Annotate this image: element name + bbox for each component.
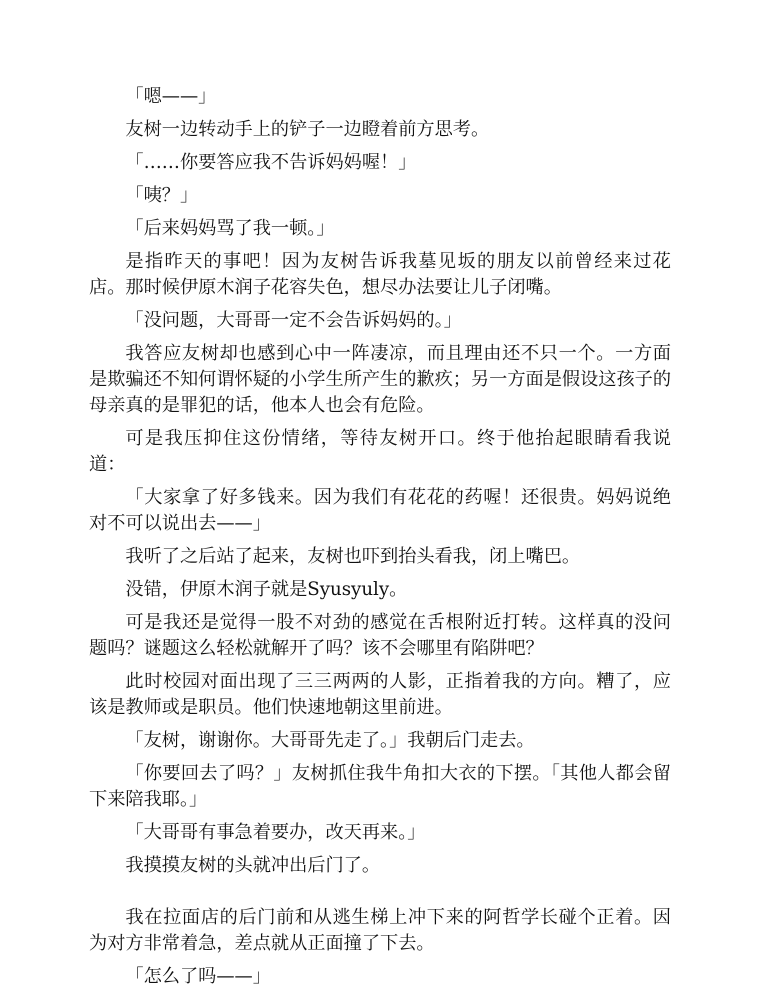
paragraph: 「咦？」 bbox=[125, 185, 199, 206]
paragraph: 「没问题，大哥哥一定不会告诉妈妈的。」 bbox=[125, 310, 462, 331]
paragraph: 是指昨天的事吧！因为友树告诉我墓见坂的朋友以前曾经来过花店。那时候伊原木润子花容失色，想尽办法要让儿子闭嘴。 bbox=[89, 251, 671, 298]
paragraph: 「……你要答应我不告诉妈妈喔！」 bbox=[125, 152, 417, 173]
paragraph: 「友树，谢谢你。大哥哥先走了。」我朝后门走去。 bbox=[125, 730, 535, 751]
section-break bbox=[89, 886, 671, 905]
paragraph: 我答应友树却也感到心中一阵凄凉，而且理由还不只一个。一方面是欺骗还不知何谓怀疑的小学生所产生的歉疚；另一方面是假设这孩子的母亲真的是罪犯的话，他本人也会有危险。 bbox=[89, 343, 672, 416]
paragraph: 「你要回去了吗？」友树抓住我牛角扣大衣的下摆。「其他人都会留下来陪我耶。」 bbox=[89, 763, 671, 810]
paragraph: 「怎么了吗——」 bbox=[125, 966, 271, 987]
paragraph: 友树一边转动手上的铲子一边瞪着前方思考。 bbox=[125, 119, 490, 140]
paragraph: 我在拉面店的后门前和从逃生梯上冲下来的阿哲学长碰个正着。因为对方非常着急，差点就从正面撞了下去。 bbox=[89, 907, 671, 954]
paragraph: 可是我压抑住这份情绪，等待友树开口。终于他抬起眼睛看我说道： bbox=[89, 428, 671, 475]
paragraph: 「后来妈妈骂了我一顿。」 bbox=[125, 218, 335, 239]
document-page bbox=[89, 84, 671, 997]
paragraph: 我摸摸友树的头就冲出后门了。 bbox=[125, 855, 381, 876]
paragraph: 我听了之后站了起来，友树也吓到抬头看我，闭上嘴巴。 bbox=[125, 546, 581, 567]
paragraph: 此时校园对面出现了三三两两的人影，正指着我的方向。糟了，应该是教师或是职员。他们快速地朝这里前进。 bbox=[89, 671, 671, 718]
paragraph: 没错，伊原木润子就是Syusyuly。 bbox=[125, 579, 408, 600]
paragraph: 可是我还是觉得一股不对劲的感觉在舌根附近打转。这样真的没问题吗？谜题这么轻松就解开了吗？该不会哪里有陷阱吧？ bbox=[89, 612, 671, 659]
paragraph: 「大家拿了好多钱来。因为我们有花花的药喔！还很贵。妈妈说绝对不可以说出去——」 bbox=[89, 487, 671, 534]
paragraph: 「大哥哥有事急着要办，改天再来。」 bbox=[125, 822, 426, 843]
paragraph: 「嗯——」 bbox=[125, 86, 217, 107]
